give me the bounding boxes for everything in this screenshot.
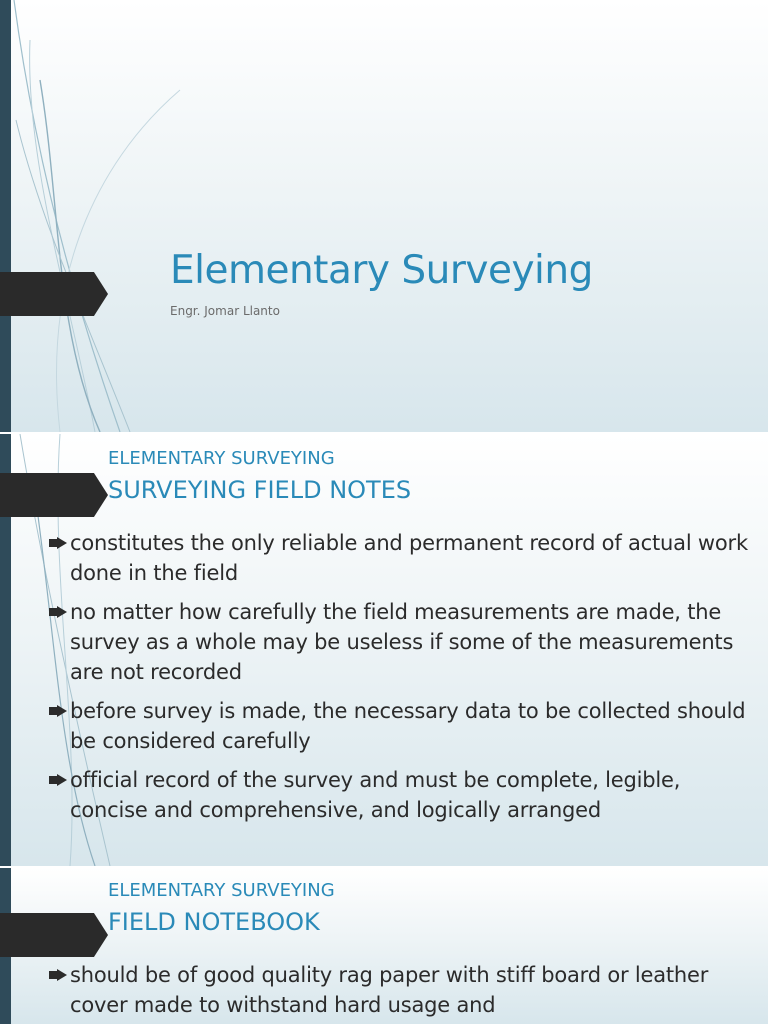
slide-kicker: ELEMENTARY SURVEYING	[108, 448, 335, 469]
hand-pointer-bullet-icon	[48, 968, 68, 982]
hand-pointer-bullet-icon	[48, 773, 68, 787]
slide-kicker: ELEMENTARY SURVEYING	[108, 880, 335, 901]
heading-arrow-tab	[0, 473, 108, 517]
bullet-text: official record of the survey and must be complete, legible, concise and comprehensive, and logically arranged	[70, 768, 681, 822]
bullet-list	[48, 960, 760, 1024]
list-item	[48, 597, 760, 687]
slide-heading: FIELD NOTEBOOK	[108, 908, 320, 936]
slide-heading: SURVEYING FIELD NOTES	[108, 476, 412, 504]
slide-field-notebook[interactable]	[0, 868, 768, 1024]
slide-title[interactable]	[0, 0, 768, 432]
title-arrow-tab	[0, 272, 108, 316]
presentation-author: Engr. Jomar Llanto	[170, 304, 280, 318]
decorative-curves	[0, 0, 200, 432]
hand-pointer-bullet-icon	[48, 605, 68, 619]
bullet-list	[48, 528, 760, 834]
left-accent-bar	[0, 0, 11, 432]
hand-pointer-bullet-icon	[48, 704, 68, 718]
presentation-title: Elementary Surveying	[170, 248, 593, 293]
list-item	[48, 528, 760, 588]
bullet-text: should be of good quality rag paper with stiff board or leather cover made to withstand hard usage and	[70, 963, 709, 1017]
slide-surveying-field-notes[interactable]	[0, 434, 768, 866]
bullet-text: constitutes the only reliable and permanent record of actual work done in the field	[70, 531, 748, 585]
heading-arrow-tab	[0, 913, 108, 957]
hand-pointer-bullet-icon	[48, 536, 68, 550]
list-item	[48, 696, 760, 756]
list-item	[48, 960, 760, 1020]
bullet-text: no matter how carefully the field measurements are made, the survey as a whole may be useless if some of the measurements are not recorded	[70, 600, 734, 684]
list-item	[48, 765, 760, 825]
bullet-text: before survey is made, the necessary data to be collected should be considered carefully	[70, 699, 746, 753]
